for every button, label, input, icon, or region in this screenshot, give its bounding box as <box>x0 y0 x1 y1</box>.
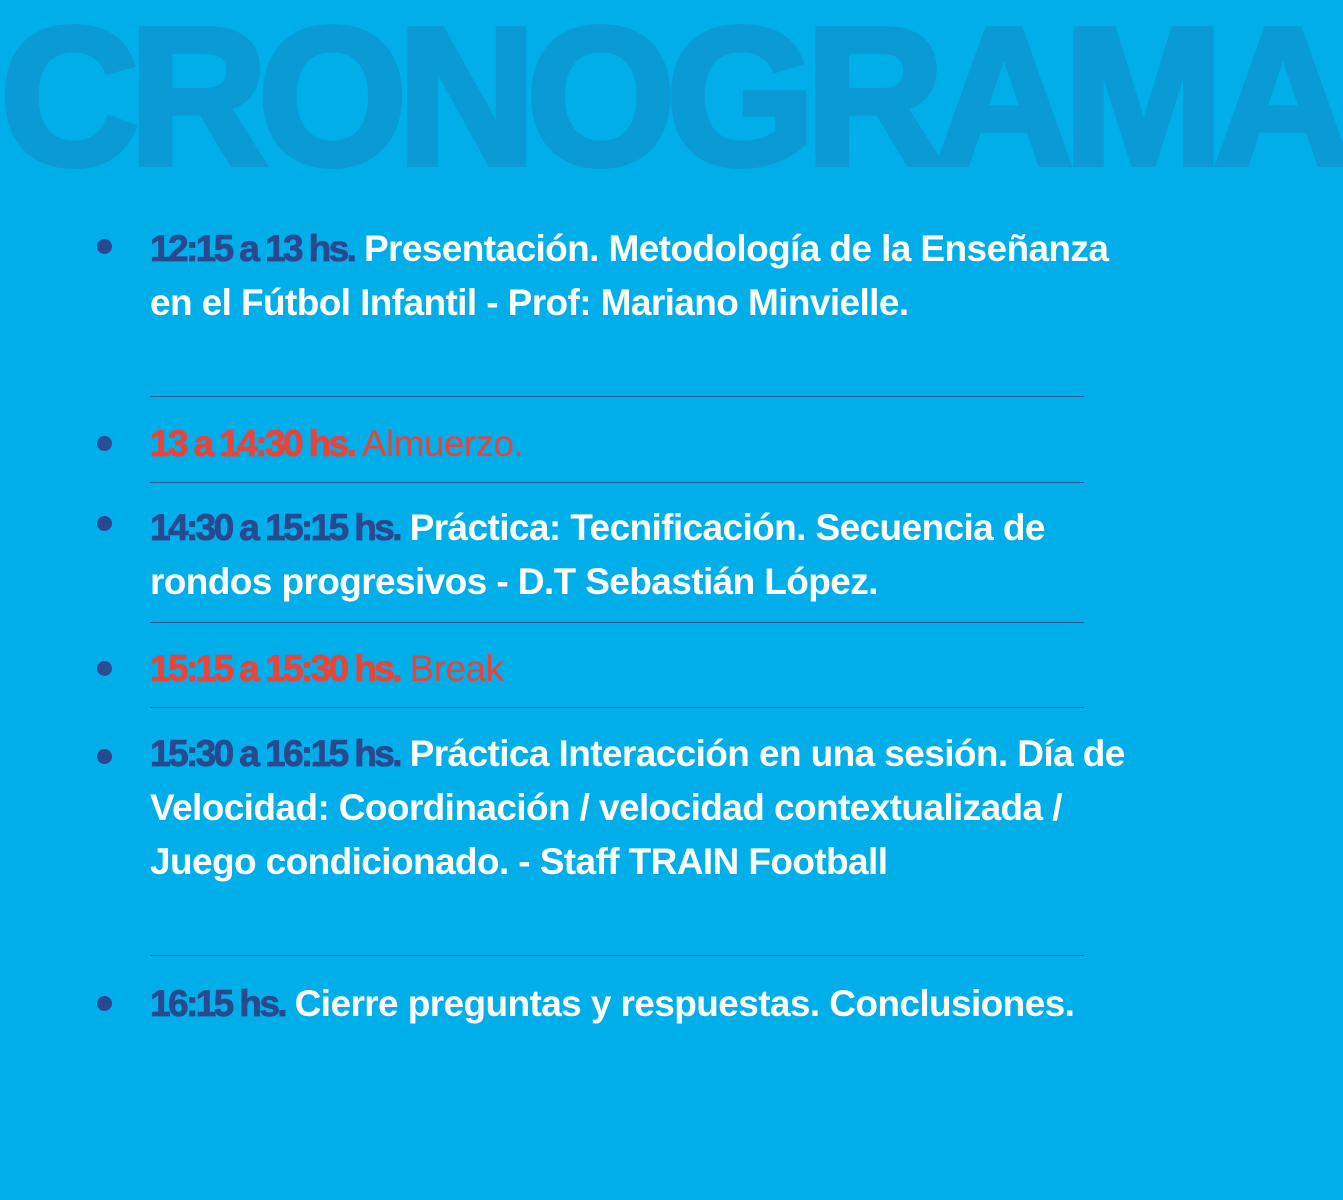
schedule-time: 15:15 a 15:30 hs. <box>150 648 400 689</box>
schedule-item-text <box>150 222 1140 330</box>
schedule-time: 14:30 a 15:15 hs. <box>150 507 400 548</box>
schedule-time: 16:15 hs. <box>150 983 285 1024</box>
divider <box>150 622 1084 623</box>
bullet-icon <box>97 749 112 764</box>
schedule-item-text <box>150 642 1140 696</box>
schedule-description: Práctica Interacción en una sesión. Día de Velocidad: Coordinación / velocidad contextualizada / Juego condicionado. - Staff TRAIN Football <box>150 733 1125 882</box>
bullet-icon <box>97 661 112 676</box>
divider <box>150 482 1084 483</box>
schedule-description: Break <box>409 648 504 689</box>
schedule-description: Presentación. Metodología de la Enseñanza en el Fútbol Infantil - Prof: Mariano Minvielle. <box>150 228 1109 323</box>
bullet-icon <box>97 436 112 451</box>
bullet-icon <box>97 996 112 1011</box>
schedule-time: 15:30 a 16:15 hs. <box>150 733 400 774</box>
schedule-description: Práctica: Tecnificación. Secuencia de rondos progresivos - D.T Sebastián López. <box>150 507 1045 602</box>
schedule-item-text <box>150 501 1140 609</box>
schedule-time: 13 a 14:30 hs. <box>150 423 355 464</box>
divider <box>150 955 1084 956</box>
bullet-icon <box>97 516 112 531</box>
divider <box>150 396 1084 397</box>
schedule-time: 12:15 a 13 hs. <box>150 228 355 269</box>
schedule-item-text <box>150 417 1140 471</box>
divider <box>150 707 1084 708</box>
schedule-description: Cierre preguntas y respuestas. Conclusiones. <box>294 983 1075 1024</box>
page-title: CRONOGRAMA <box>0 0 1343 206</box>
schedule-item-text <box>150 977 1140 1031</box>
bullet-icon <box>97 239 112 254</box>
schedule-item-text <box>150 727 1140 889</box>
schedule-description: Almuerzo. <box>361 423 524 464</box>
